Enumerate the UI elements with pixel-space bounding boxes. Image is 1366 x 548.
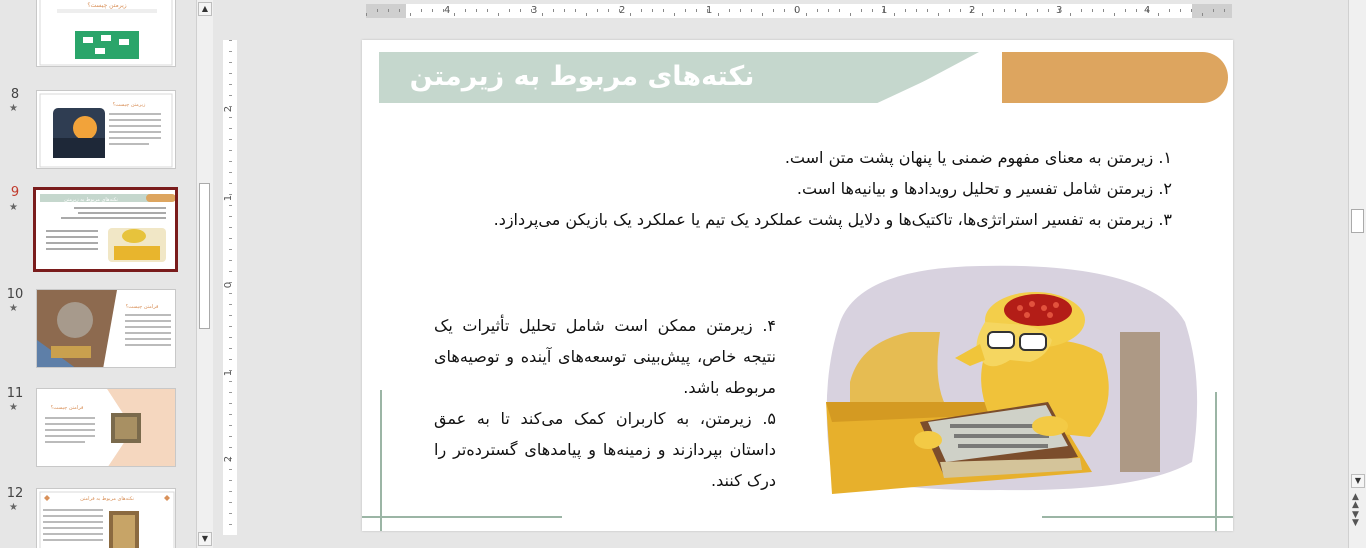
thumbnail-scrollbar[interactable] <box>196 0 213 548</box>
star-icon: ★ <box>9 402 18 413</box>
horizontal-ruler[interactable] <box>366 4 1232 18</box>
thumbnail-10-preview[interactable] <box>36 289 176 368</box>
ruler-label: 0 <box>223 281 235 289</box>
scroll-down-icon[interactable]: ▼ <box>1351 474 1365 488</box>
frame-line-bottom-right <box>1042 516 1233 518</box>
thumbnail-8-title: زیرمتن چیست؟ <box>112 102 146 108</box>
thumbnail-12-number: 12 <box>6 486 24 501</box>
ruler-label: 2 <box>969 5 976 16</box>
previous-slide-icon[interactable]: ▲ ▲ <box>1352 492 1359 510</box>
reading-man-illustration[interactable] <box>820 262 1200 494</box>
bullet-point-3[interactable]: ۳. زیرمتن به تفسیر استراتژی‌ها، تاکتیک‌ها و دلایل پشت عملکرد یک تیم یا عملکرد یک بازیکن می‌پردازد. <box>493 210 1172 229</box>
slide-title[interactable]: نکته‌های مربوط به زیرمتن <box>409 61 755 92</box>
thumbnail-12-title: نکته‌های مربوط به فرامتن <box>80 496 134 502</box>
thumbnail-12-graphic <box>37 489 176 548</box>
frame-line-bottom-left <box>362 516 562 518</box>
star-icon: ★ <box>9 303 18 314</box>
ruler-label: 3 <box>531 5 538 16</box>
thumbnail-10-number: 10 <box>6 287 24 302</box>
thumbnail-8-number: 8 <box>10 87 20 102</box>
thumbnail-11-preview[interactable] <box>36 388 176 467</box>
ruler-label: 2 <box>223 105 235 113</box>
next-slide-icon[interactable]: ▼ ▼ <box>1352 510 1359 528</box>
scroll-down-icon[interactable]: ▼ <box>198 532 212 546</box>
bullet-point-5: ۵. زیرمتن، به کاربران کمک می‌کند تا به عمق داستان بپردازند و زمینه‌ها و پیامدهای گسترده‌تر را درک کنند. <box>434 409 776 490</box>
ruler-label: 4 <box>1144 5 1151 16</box>
thumbnail-7-preview[interactable] <box>36 0 176 67</box>
ruler-label: 1 <box>881 5 888 16</box>
thumbnail-11-title: فرامتن چیست؟ <box>50 405 84 411</box>
thumbnail-9-number: 9 <box>10 185 20 200</box>
thumbnail-11-number: 11 <box>6 386 24 401</box>
frame-line-left <box>380 390 382 531</box>
title-banner-accent <box>1002 52 1228 103</box>
ruler-label: 4 <box>444 5 451 16</box>
thumbnail-10-title: فرامتن چیست؟ <box>125 304 159 310</box>
ruler-label: 1 <box>223 369 235 377</box>
thumbnail-10-graphic <box>37 290 176 368</box>
ruler-label: 1 <box>223 194 235 202</box>
thumbnail-9-title: نکته‌های مربوط به زیرمتن <box>64 197 118 203</box>
ruler-label: 1 <box>706 5 713 16</box>
thumbnail-7-graphic <box>37 0 176 67</box>
thumbnail-12-preview[interactable] <box>36 488 176 548</box>
body-text-box[interactable] <box>434 310 776 496</box>
star-icon: ★ <box>9 103 18 114</box>
slide-canvas[interactable] <box>362 40 1233 531</box>
star-icon: ★ <box>9 502 18 513</box>
bullet-point-2[interactable]: ۲. زیرمتن شامل تفسیر و تحلیل رویدادها و بیانیه‌ها است. <box>796 179 1172 198</box>
thumbnail-9-preview[interactable] <box>33 187 178 272</box>
thumbnail-9-graphic <box>36 190 175 269</box>
thumbnail-scrollbar-thumb[interactable] <box>199 183 210 329</box>
ruler-label: 2 <box>223 455 235 463</box>
slide-thumbnail-panel <box>0 0 196 548</box>
ruler-label: 0 <box>794 5 801 16</box>
editor-scrollbar-thumb[interactable] <box>1351 209 1364 233</box>
star-icon: ★ <box>9 202 18 213</box>
thumbnail-8-preview[interactable] <box>36 90 176 169</box>
ruler-label: 2 <box>619 5 626 16</box>
scroll-up-icon[interactable]: ▲ <box>198 2 212 16</box>
bullet-point-1[interactable]: ۱. زیرمتن به معنای مفهوم ضمنی یا پنهان پشت متن است. <box>784 148 1172 167</box>
thumbnail-7-title: زیرمتن چیست؟ <box>87 2 127 9</box>
bullet-point-4: ۴. زیرمتن ممکن است شامل تحلیل تأثیرات یک نتیجه خاص، پیش‌بینی توسعه‌های آینده و توصیه‌های مربوطه باشد. <box>434 316 776 397</box>
thumbnail-11-graphic <box>37 389 176 467</box>
vertical-ruler[interactable] <box>223 40 237 535</box>
frame-line-right <box>1215 392 1217 531</box>
editor-scrollbar[interactable] <box>1348 0 1366 548</box>
thumbnail-8-graphic <box>37 91 176 169</box>
ruler-label: 3 <box>1056 5 1063 16</box>
